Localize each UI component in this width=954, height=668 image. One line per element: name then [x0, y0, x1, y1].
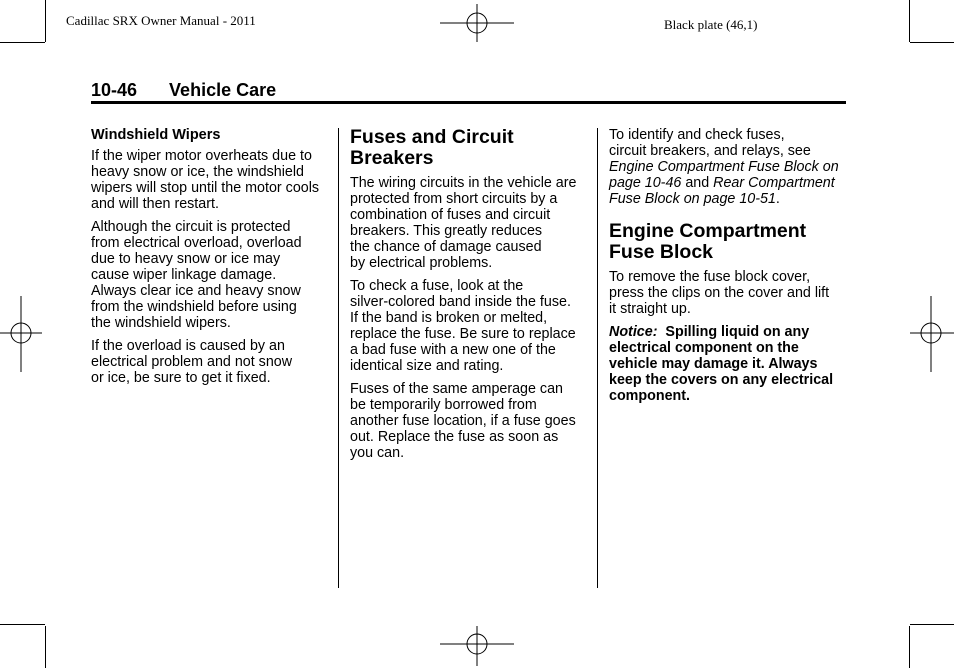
fuses-heading	[350, 127, 590, 169]
text-fragment: Spilling liquid on any	[665, 324, 810, 340]
text-line: from electrical overload, overload	[91, 235, 302, 251]
running-head	[91, 80, 276, 101]
text-line: electrical problem and not snow	[91, 354, 293, 370]
heading-line: Breakers	[350, 147, 434, 169]
text-line: a bad fuse with a new one of the	[350, 342, 556, 358]
plate-label: Black plate (46,1)	[664, 17, 758, 32]
paragraph	[91, 219, 331, 331]
text-line: protected from short circuits by a	[350, 191, 558, 207]
page-number: 10-46	[91, 80, 138, 100]
text-line: due to heavy snow or ice may	[91, 251, 281, 267]
text-line: keep the covers on any electrical	[609, 372, 834, 388]
column-divider-1	[338, 128, 339, 588]
registration-mark-left	[0, 296, 42, 372]
text-line: heavy snow or ice, the windshield	[91, 164, 304, 180]
text-fragment: and	[681, 175, 714, 191]
column-1	[91, 127, 331, 393]
text-line: To remove the fuse block cover,	[609, 269, 811, 285]
registration-mark-bottom	[440, 626, 514, 666]
text-line: from the windshield before using	[91, 299, 297, 315]
text-line: by electrical problems.	[350, 255, 493, 271]
text-line: cause wiper linkage damage.	[91, 267, 277, 283]
heading-line: Fuse Block	[609, 241, 714, 263]
cross-reference[interactable]: Engine Compartment Fuse Block on	[609, 159, 839, 175]
text-line: If the wiper motor overheats due to	[91, 148, 312, 164]
text-line: another fuse location, if a fuse goes	[350, 413, 576, 429]
cross-reference[interactable]: page 10-46	[609, 175, 682, 191]
cross-reference[interactable]: Rear Compartment	[713, 175, 835, 191]
notice-label: Notice:	[609, 324, 658, 340]
text-line: breakers. This greatly reduces	[350, 223, 543, 239]
paragraph	[609, 127, 849, 207]
text-line: or ice, be sure to get it fixed.	[91, 370, 271, 386]
paragraph	[350, 175, 590, 271]
text-line: Fuses of the same amperage can	[350, 381, 563, 397]
text-line: Always clear ice and heavy snow	[91, 283, 301, 299]
text-line: and will then restart.	[91, 196, 219, 212]
text-line: electrical component on the	[609, 340, 799, 356]
text-fragment: .	[775, 191, 780, 207]
paragraph	[350, 381, 590, 461]
windshield-wipers-heading: Windshield Wipers	[91, 127, 221, 143]
text-line: wipers will stop until the motor cools	[91, 180, 320, 196]
registration-mark-right	[910, 296, 954, 372]
paragraph	[609, 269, 849, 317]
text-line: component.	[609, 388, 691, 404]
column-divider-2	[597, 128, 598, 588]
column-2	[350, 127, 590, 468]
text-line: replace the fuse. Be sure to replace	[350, 326, 576, 342]
notice-paragraph	[609, 324, 849, 404]
column-3	[609, 127, 849, 411]
text-line: If the overload is caused by an	[91, 338, 285, 354]
text-line: vehicle may damage it. Always	[609, 356, 818, 372]
heading-line: Engine Compartment	[609, 220, 807, 242]
text-line: be temporarily borrowed from	[350, 397, 537, 413]
section-title: Vehicle Care	[169, 80, 277, 100]
text-line: circuit breakers, and relays, see	[609, 143, 811, 159]
text-line: Although the circuit is protected	[91, 219, 291, 235]
header-rule	[91, 101, 846, 104]
text-line: out. Replace the fuse as soon as	[350, 429, 559, 445]
text-line: silver-colored band inside the fuse.	[350, 294, 571, 310]
text-line: the windshield wipers.	[91, 315, 231, 331]
text-line: the chance of damage caused	[350, 239, 542, 255]
text-line: To check a fuse, look at the	[350, 278, 524, 294]
text-line: press the clips on the cover and lift	[609, 285, 830, 301]
text-line: you can.	[350, 445, 405, 461]
paragraph	[350, 278, 590, 374]
manual-title: Cadillac SRX Owner Manual - 2011	[66, 13, 256, 28]
text-line: The wiring circuits in the vehicle are	[350, 175, 577, 191]
text-line: If the band is broken or melted,	[350, 310, 548, 326]
text-line: identical size and rating.	[350, 358, 504, 374]
heading-line: Fuses and Circuit	[350, 126, 514, 148]
registration-mark-top	[440, 4, 514, 42]
paragraph	[91, 338, 331, 386]
text-line: To identify and check fuses,	[609, 127, 785, 143]
text-line: it straight up.	[609, 301, 691, 317]
text-line: combination of fuses and circuit	[350, 207, 551, 223]
paragraph	[91, 148, 331, 212]
cross-reference[interactable]: Fuse Block on page 10-51	[609, 191, 776, 207]
engine-fuse-block-heading	[609, 221, 849, 263]
